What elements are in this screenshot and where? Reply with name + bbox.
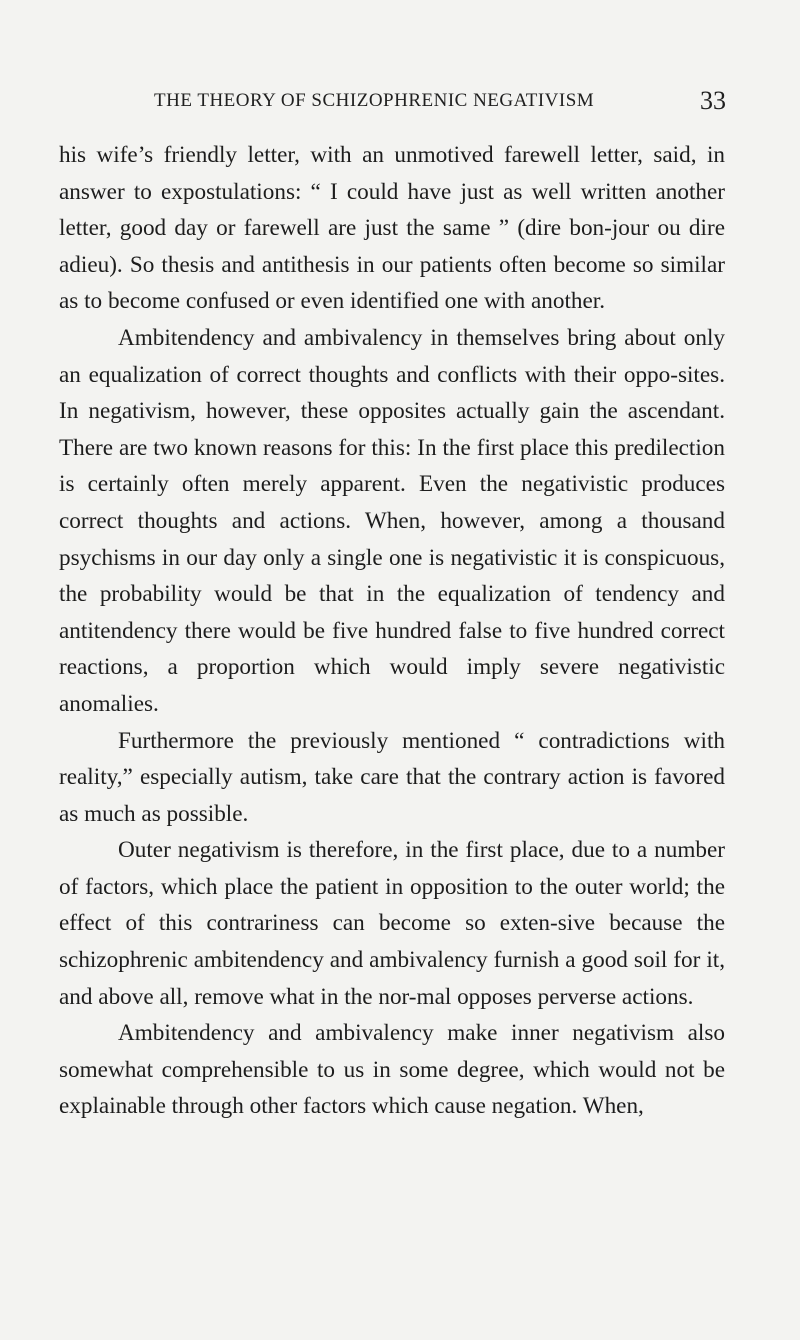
paragraph-ambitendency: Ambitendency and ambivalency in themselves bring about only an equalization of correct thoughts and conflicts with their oppo-sites. In negativism, however, these opposites actually gain the ascendant. There are two known reasons for this: In the first place this predilection is certainly often merely apparent. Even the negativistic produces correct thoughts and actions. When, however, among a thousand psychisms in our day only a single one is negativistic it is conspicuous, the probability would be that in the equalization of tendency and antitendency there would be five hundred false to five hundred correct reactions, a proportion which would imply severe negativistic anomalies. (59, 324, 725, 717)
paragraph-inner-negativism: Ambitendency and ambivalency make inner negativism also somewhat comprehensible to us in some degree, which would not be explainable through other factors which cause negation. When, (59, 1020, 725, 1120)
paragraph-outer-negativism: Outer negativism is therefore, in the first place, due to a number of factors, which place the patient in opposition to the outer world; the effect of this contrariness can become so exten-sive because the schizophrenic ambitendency and ambivalency furnish a good soil for it, and above all, remove what in the nor-mal opposes perverse actions. (59, 837, 725, 1010)
paragraph-furthermore: Furthermore the previously mentioned “ contradictions with reality,” especially autism, take care that the contrary action is favored as much as possible. (59, 727, 725, 827)
paragraph-continued: his wife’s friendly letter, with an unmotived farewell letter, said, in answer to expostulations: “ I could have just as well written another letter, good day or farewell are just the same ” (dire bon-jour ou dire adieu). So thesis and antithesis in our patients often become so similar as to become confused or even identified one with another. (59, 142, 725, 315)
page-number: 33 (700, 86, 726, 115)
body-text (59, 137, 725, 1125)
running-head: THE THEORY OF SCHIZOPHRENIC NEGATIVISM (154, 90, 595, 111)
